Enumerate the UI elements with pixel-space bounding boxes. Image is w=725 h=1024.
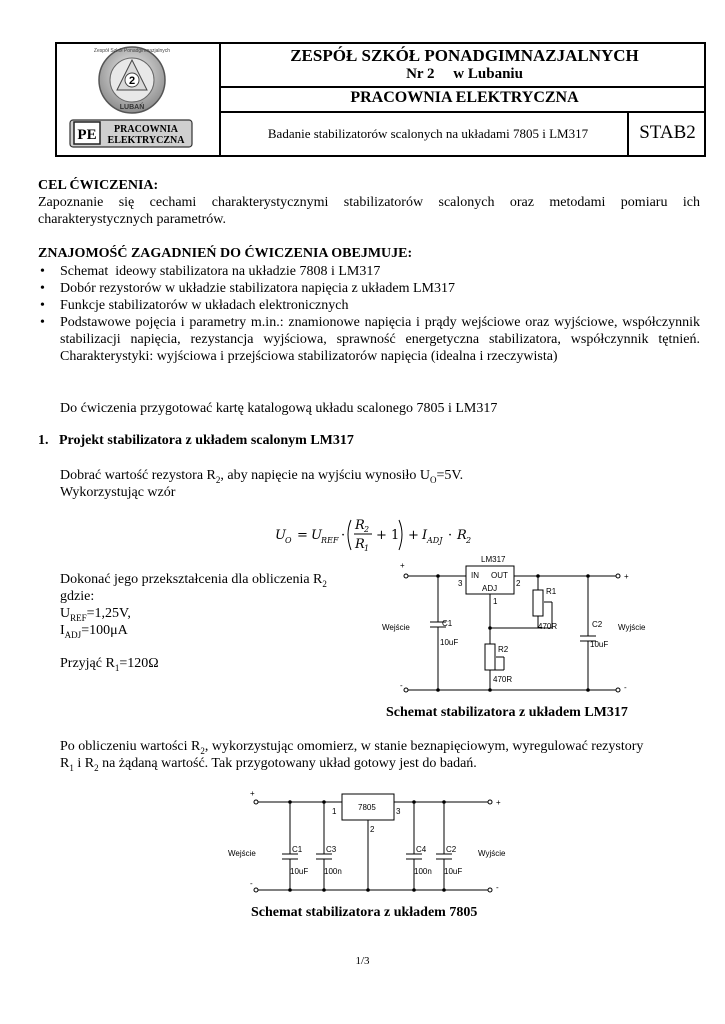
caption-7805: Schemat stabilizatora z układem 7805: [251, 905, 478, 920]
pin-number: 2: [516, 579, 521, 588]
minus-sign: -: [400, 681, 403, 690]
c1-label: C1: [442, 619, 453, 628]
c3-label: C3: [326, 845, 337, 854]
lm317-schematic: [378, 552, 678, 702]
logo-city: LUBAŃ: [119, 104, 145, 111]
pin-label: IN: [471, 571, 479, 580]
c4-value: 100n: [414, 867, 432, 876]
c2-label: C2: [446, 845, 457, 854]
pin-number: 2: [370, 825, 375, 834]
list-item: • Schemat ideowy stabilizatora na układzie 7808 i LM317: [38, 263, 700, 280]
svg-text:ADJ: ADJ: [427, 536, 443, 545]
svg-text:+ 1: + 1: [376, 528, 400, 543]
c1-value: 10uF: [440, 638, 459, 647]
logo-ring-text: Zespół Szkół Ponadgimnazjalnych: [93, 48, 171, 54]
knowledge-list: [38, 263, 700, 365]
svg-text:I: I: [422, 528, 428, 543]
svg-text:REF: REF: [321, 536, 339, 545]
svg-text:+: +: [408, 528, 419, 543]
iadj-value: $I_{ADJ}=100\mu A$: [60, 623, 128, 640]
formula-intro: Wykorzystując wzór: [60, 485, 176, 500]
c1-label: C1: [292, 845, 303, 854]
plus-sign: +: [624, 572, 629, 581]
svg-text:1: 1: [364, 544, 370, 553]
7805-schematic: [228, 788, 518, 898]
goal-text: Zapoznanie się cechami charakterystycznymi stabilizatorów scalonych oraz metodami pomiaru ich charakterystycznych parametrów.: [38, 195, 700, 227]
minus-sign: -: [624, 683, 627, 692]
svg-text:O: O: [285, 536, 292, 545]
r1-label: R1: [546, 587, 557, 596]
svg-text:·: ·: [341, 528, 346, 543]
svg-text:R: R: [457, 528, 467, 543]
pin-label: OUT: [491, 571, 508, 580]
school-location: Nr 2 w Lubaniu: [406, 66, 523, 82]
pin-number: 1: [332, 807, 337, 816]
output-label: Wyjście: [618, 623, 646, 632]
minus-sign: -: [250, 879, 253, 888]
r2-label: R2: [498, 645, 509, 654]
formula: [275, 512, 495, 556]
svg-text:·: ·: [448, 528, 453, 543]
after-line1: Po obliczeniu wartości $R_2$, wykorzystując omomierz, w stanie beznapięciowym, wyregulować rezystory: [60, 739, 644, 756]
prep-note: Do ćwiczenia przygotować kartę katalogową układu scalonego 7805 i LM317: [60, 401, 498, 416]
svg-text:2: 2: [466, 536, 472, 545]
transform-line: Dokonać jego przekształcenia dla obliczenia $R_2$: [60, 572, 327, 589]
pin-label: ADJ: [482, 584, 498, 593]
header-divider: [221, 86, 704, 88]
page-number: 1/3: [355, 955, 370, 967]
school-logo: [77, 46, 187, 118]
svg-text:U: U: [275, 528, 286, 543]
c2-label: C2: [592, 620, 603, 629]
c4-label: C4: [416, 845, 427, 854]
plus-sign: +: [250, 789, 255, 798]
list-item: • Podstawowe pojęcia i parametry m.in.: znamionowe napięcia i prądy wejściowe oraz wyjściowe, współczynnik stabilizacji napięcia, rezystancja wyjściowa, sprawność energetyczna stabilizatora, współczynnik tętnień. Charakterystyki: wyjściowa i przejściowa stabilizatorów napięcia (idealna i rzeczywista): [38, 314, 700, 365]
input-label: Wejście: [382, 623, 410, 632]
exercise-topic: Badanie stabilizatorów scalonych na układami 7805 i LM317: [267, 126, 589, 141]
c2-value: 10uF: [444, 867, 463, 876]
ic-name: LM317: [481, 555, 506, 564]
svg-text:R: R: [355, 537, 365, 552]
c1-value: 10uF: [290, 867, 309, 876]
goal-heading: CEL ĆWICZENIA:: [38, 178, 159, 193]
minus-sign: -: [496, 883, 499, 892]
pe-text-line1: PRACOWNIA: [114, 124, 178, 135]
plus-sign: +: [400, 561, 405, 570]
svg-text:2: 2: [364, 525, 370, 534]
input-label: Wejście: [228, 849, 256, 858]
r1-value: 470R: [538, 622, 558, 631]
school-name: ZESPÓŁ SZKÓŁ PONADGIMNAZJALNYCH: [290, 46, 639, 65]
logo-numeral: 2: [128, 75, 136, 87]
lab-name: PRACOWNIA ELEKTRYCZNA: [350, 89, 579, 106]
where-label: gdzie:: [60, 589, 95, 604]
list-item: • Funkcje stabilizatorów w układach elektronicznych: [38, 297, 700, 314]
header-divider: [221, 111, 704, 113]
c3-value: 100n: [324, 867, 342, 876]
r1-value: Przyjąć $R_1=120\Omega$: [60, 656, 159, 673]
svg-text:U: U: [311, 528, 322, 543]
pin-number: 3: [396, 807, 401, 816]
pin-number: 1: [493, 597, 498, 606]
list-item: • Dobór rezystorów w układzie stabilizatora napięcia z układem LM317: [38, 280, 700, 297]
knowledge-heading: ZNAJOMOŚĆ ZAGADNIEŃ DO ĆWICZENIA OBEJMUJE:: [38, 246, 413, 261]
header-table: [55, 42, 706, 157]
section-heading: 1. Projekt stabilizatora z układem scalonym LM317: [38, 433, 354, 448]
pe-logo: [69, 119, 193, 149]
r2-value: 470R: [493, 675, 513, 684]
pe-badge-text: PE: [77, 127, 97, 143]
task-line: Dobrać wartość rezystora $R_2$, aby napięcie na wyjściu wynosiło $U_O=5V$.: [60, 468, 464, 485]
output-label: Wyjście: [478, 849, 506, 858]
ic-name: 7805: [358, 803, 376, 812]
after-line2: $R_1$ i $R_2$ na żądaną wartość. Tak przygotowany układ gotowy jest do badań.: [60, 756, 477, 773]
plus-sign: +: [496, 798, 501, 807]
svg-text:=: =: [297, 528, 308, 543]
uref-value: $U_{REF}=1,25V$,: [60, 606, 131, 623]
exercise-code: STAB2: [639, 122, 696, 143]
caption-lm317: Schemat stabilizatora z układem LM317: [386, 705, 628, 720]
pe-text-line2: ELEKTRYCZNA: [107, 135, 185, 146]
pin-number: 3: [458, 579, 463, 588]
svg-text:R: R: [355, 518, 365, 533]
c2-value: 10uF: [590, 640, 609, 649]
